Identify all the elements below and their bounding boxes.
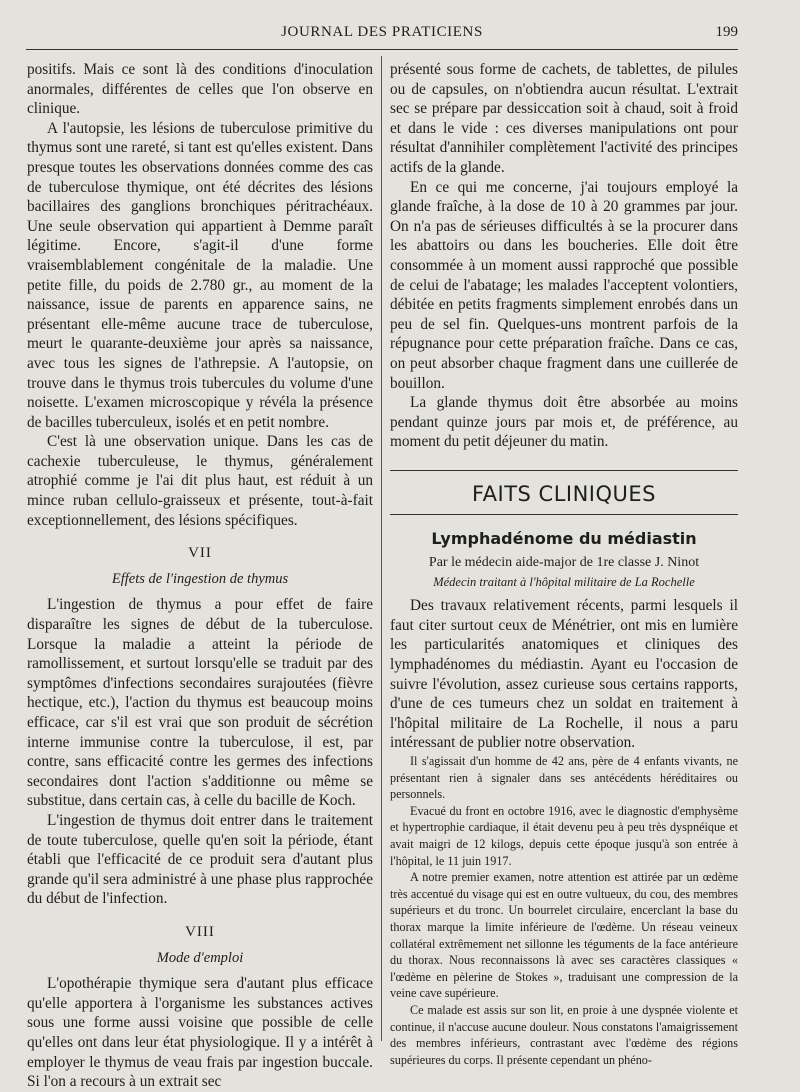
- journal-title: JOURNAL DES PRATICIENS: [281, 24, 483, 40]
- paragraph: Il s'agissait d'un homme de 42 ans, père de 4 enfants vivants, ne présentant rien à signaler dans ses antécédents héréditaires ou personnels.: [390, 754, 738, 802]
- page-number: 199: [715, 24, 738, 40]
- paragraph: C'est là une observation unique. Dans les cas de cachexie tuberculeuse, le thymus, généralement atrophié comme je l'ai dit plus haut, est réduit à un mince ruban cellulo-graisseux et présente, tout-à-fait exceptionnellement, des lésions spécifiques.: [27, 433, 373, 529]
- paragraph: Des travaux relativement récents, parmi lesquels il faut citer surtout ceux de Ménétrier, ont mis en lumière les particularités anatomiques et cliniques des lymphadénomes du médiastin. Ayant eu l'occasion de suivre l'évolution, assez curieuse sous certains rapports, d'une de ces tumeurs chez un soldat en traitement à l'hôpital militaire de La Rochelle, il nous a paru intéressant de publier notre observation.: [390, 597, 738, 752]
- paragraph: positifs. Mais ce sont là des conditions d'inoculation anormales, différentes de celles que l'on observe en clinique.: [27, 61, 373, 118]
- paragraph: L'opothérapie thymique sera d'autant plus efficace qu'elle apportera à l'organisme les substances actives sous une forme aussi voisine que possible de celle qu'elles ont dans leur état physiologique. Il y a intérêt à employer le thymus de veau frais par ingestion buccale. Si l'on a recours à un extrait sec: [27, 975, 373, 1091]
- article-title: Lymphadénome du médiastin: [431, 529, 697, 549]
- paragraph: présenté sous forme de cachets, de tablettes, de pilules ou de capsules, on n'obtiendra aucun résultat. L'extrait sec se prépare par dessiccation soit à chaud, soit à froid et dans le vide : ces diverses manipulations ont pour résultat d'annihiler complètement l'activité des principes actifs de la glande.: [390, 61, 738, 176]
- column-divider: [381, 56, 382, 1041]
- faits-cliniques-box: [390, 470, 738, 505]
- section-number: VIII: [185, 923, 215, 940]
- section-title: Effets de l'ingestion de thymus: [111, 570, 289, 587]
- paragraph: A notre premier examen, notre attention est attirée par un œdème très accentué du visage qui est en outre vultueux, du cou, des membres supérieurs et du tronc. Un bourrelet circulaire, encerclant la base du thorax marque la limite inférieure de l'œdème. Un réseau veineux collatéral extrêmement net sillonne les téguments de la face antérieure du thorax. Nous reconnaissons là avec ses caractères classiques « l'œdème en pèlerine de Stokes », traduisant une compression de la veine cave supérieure.: [390, 870, 738, 1001]
- running-header: [26, 24, 738, 46]
- paragraph: A l'autopsie, les lésions de tuberculose primitive du thymus sont une rareté, si tant est qu'elles existent. Dans presque toutes les observations données comme des cas de tuberculose thymique, ont été décrites des lésions bacillaires des ganglions bronchiques péritrachéaux. Une seule observation qui appartient à Demme paraît légitime. Encore, s'agit-il d'une forme vraisemblablement congénitale de la maladie. Une petite fille, du poids de 2.780 gr., au moment de la naissance, issue de parents en apparence sains, ne présentant elle-même aucune trace de tuberculose, meurt le quarante-deuxième jour après sa naissance, avec tous les signes de l'athrepsie. A l'autopsie, on trouve dans le thymus trois tubercules du volume d'une noisette. L'examen microscopique y révéla la présence de bacilles tuberculeux, isolés et en petit nombre.: [27, 119, 373, 431]
- paragraph: Evacué du front en octobre 1916, avec le diagnostic d'emphysème et hypertrophie cardiaque, il était devenu peu à peu très dyspnéique et avait maigri de 12 kilogs, depuis cette époque jusqu'à son entrée à l'hôpital, le 11 juin 1917.: [390, 803, 738, 868]
- section-number: VII: [188, 545, 212, 562]
- section-title: Mode d'emploi: [156, 949, 244, 966]
- heading-rule: [390, 514, 738, 515]
- case-report: [390, 753, 738, 1068]
- section-heading: FAITS CLINIQUES: [471, 481, 656, 506]
- article-byline: Par le médecin aide-major de 1re classe J. Ninot: [428, 555, 700, 571]
- paragraph: La glande thymus doit être absorbée au moins pendant quinze jours par mois et, de préférence, au moment du petit déjeuner du matin.: [390, 394, 738, 451]
- right-column: [390, 60, 738, 1068]
- paragraph: En ce qui me concerne, j'ai toujours employé la glande fraîche, à la dose de 10 à 20 grammes par jour. On n'a pas de sérieuses difficultés à se la procurer dans les abattoirs ou dans les boucheries. Elle doit être consommée à un moment aussi rapproché que possible de celui de l'abatage; les malades l'acceptent volontiers, débitée en petits fragments simplement enrobés dans un peu de sel fin. Quelques-uns montrent parfois de la répugnance pour cette préparation fraîche. Dans ce cas, on peut absorber chaque fragment dans une cuillerée de bouillon.: [390, 178, 738, 392]
- paragraph: Ce malade est assis sur son lit, en proie à une dyspnée violente et continue, il n'accuse aucune douleur. Nous constatons l'amaigrissement des membres inférieurs, contrastant avec l'œdème des régions supérieures du corps. Il présente cependant un phéno-: [390, 1002, 738, 1067]
- paragraph: L'ingestion de thymus a pour effet de faire disparaître les signes de début de la tuberculose. Lorsque la maladie a atteint la période de ramollissement, et surtout lorsqu'elle se traduit par des symptômes d'infections secondaires surajoutées (fièvre hectique, etc.), l'action du thymus est beaucoup moins efficace, car s'il est vrai que son produit de sécrétion interne immunise contre la tuberculose, il est, par contre, sans efficacité contre les germes des infections secondaires dont l'action s'additionne ou même se substitue, dans certain cas, à celle du bacille de Koch.: [27, 596, 373, 810]
- header-rule: [26, 49, 738, 50]
- left-column: [27, 60, 373, 1092]
- paragraph: L'ingestion de thymus doit entrer dans le traitement de toute tuberculose, quelle qu'en soit la période, étant établi que l'efficacité de ce produit sera d'autant plus grande qu'il sera administré à une phase plus rapprochée du début de l'infection.: [27, 811, 373, 908]
- author-affiliation: Médecin traitant à l'hôpital militaire de La Rochelle: [433, 574, 695, 589]
